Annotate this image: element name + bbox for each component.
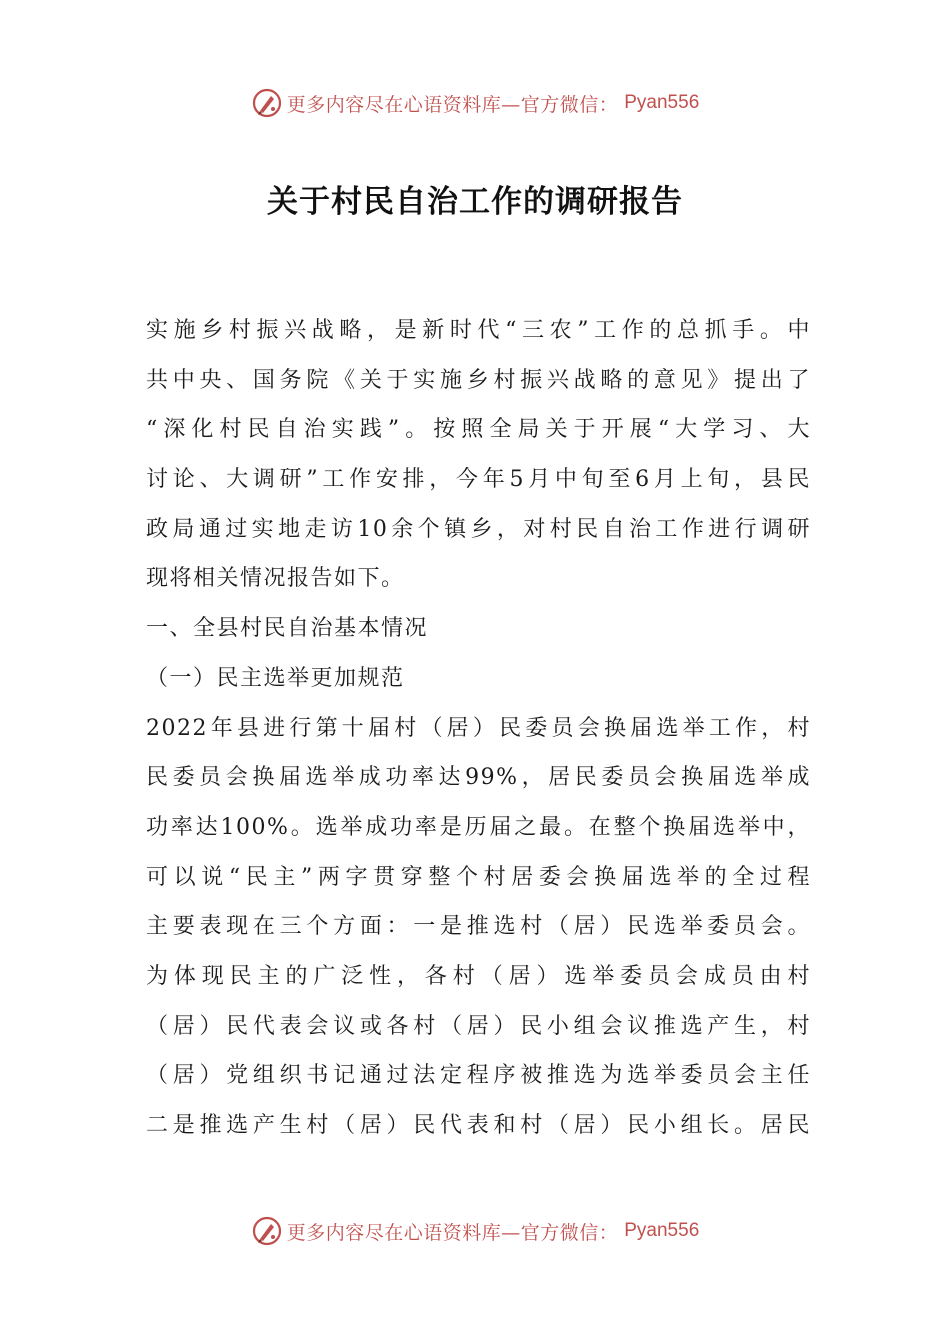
watermark-wechat-id: Pyan556 [624, 1220, 700, 1241]
header-watermark [0, 83, 950, 123]
body-line: 讨论、大调研”工作安排，今年5月中旬至6月上旬，县民 [146, 467, 811, 493]
body-line: 主要表现在三个方面：一是推选村（居）民选举委员会。 [146, 914, 811, 940]
footer-watermark [0, 1211, 950, 1251]
body-line: 可以说“民主”两字贯穿整个村居委会换届选举的全过程 [146, 864, 811, 890]
body-line: 2022年县进行第十届村（居）民委员会换届选举工作，村 [146, 715, 811, 741]
document-body [146, 306, 811, 1151]
section-heading: 一、全县村民自治基本情况 [146, 616, 429, 642]
subsection-heading: （一）民主选举更加规范 [146, 665, 405, 691]
body-line: 实施乡村振兴战略，是新时代“三农”工作的总抓手。中 [146, 318, 811, 343]
body-line: 功率达100%。选举成功率是历届之最。在整个换届选举中， [146, 814, 811, 840]
body-line: “深化村民自治实践”。按照全局关于开展“大学习、大 [146, 417, 811, 443]
body-line: 二是推选产生村（居）民代表和村（居）民小组长。居民 [146, 1113, 811, 1138]
watermark-text: 更多内容尽在心语资料库—官方微信： [286, 1221, 619, 1244]
body-line: 政局通过实地走访10余个镇乡，对村民自治工作进行调研 [146, 516, 811, 542]
watermark-text: 更多内容尽在心语资料库—官方微信： [286, 93, 619, 116]
body-line: （居）党组织书记通过法定程序被推选为选举委员会主任 [146, 1063, 811, 1089]
document-title: 关于村民自治工作的调研报告 [267, 184, 683, 220]
body-line: 共中央、国务院《关于实施乡村振兴战略的意见》提出了 [146, 367, 811, 393]
watermark-wechat-id: Pyan556 [624, 92, 700, 113]
body-line: （居）民代表会议或各村（居）民小组会议推选产生，村 [146, 1013, 811, 1039]
body-line: 民委员会换届选举成功率达99%，居民委员会换届选举成 [146, 765, 811, 791]
pen-logo-icon [251, 87, 283, 119]
body-line: 现将相关情况报告如下。 [146, 566, 405, 592]
pen-logo-icon [251, 1215, 283, 1247]
body-line: 为体现民主的广泛性，各村（居）选举委员会成员由村 [146, 963, 811, 989]
